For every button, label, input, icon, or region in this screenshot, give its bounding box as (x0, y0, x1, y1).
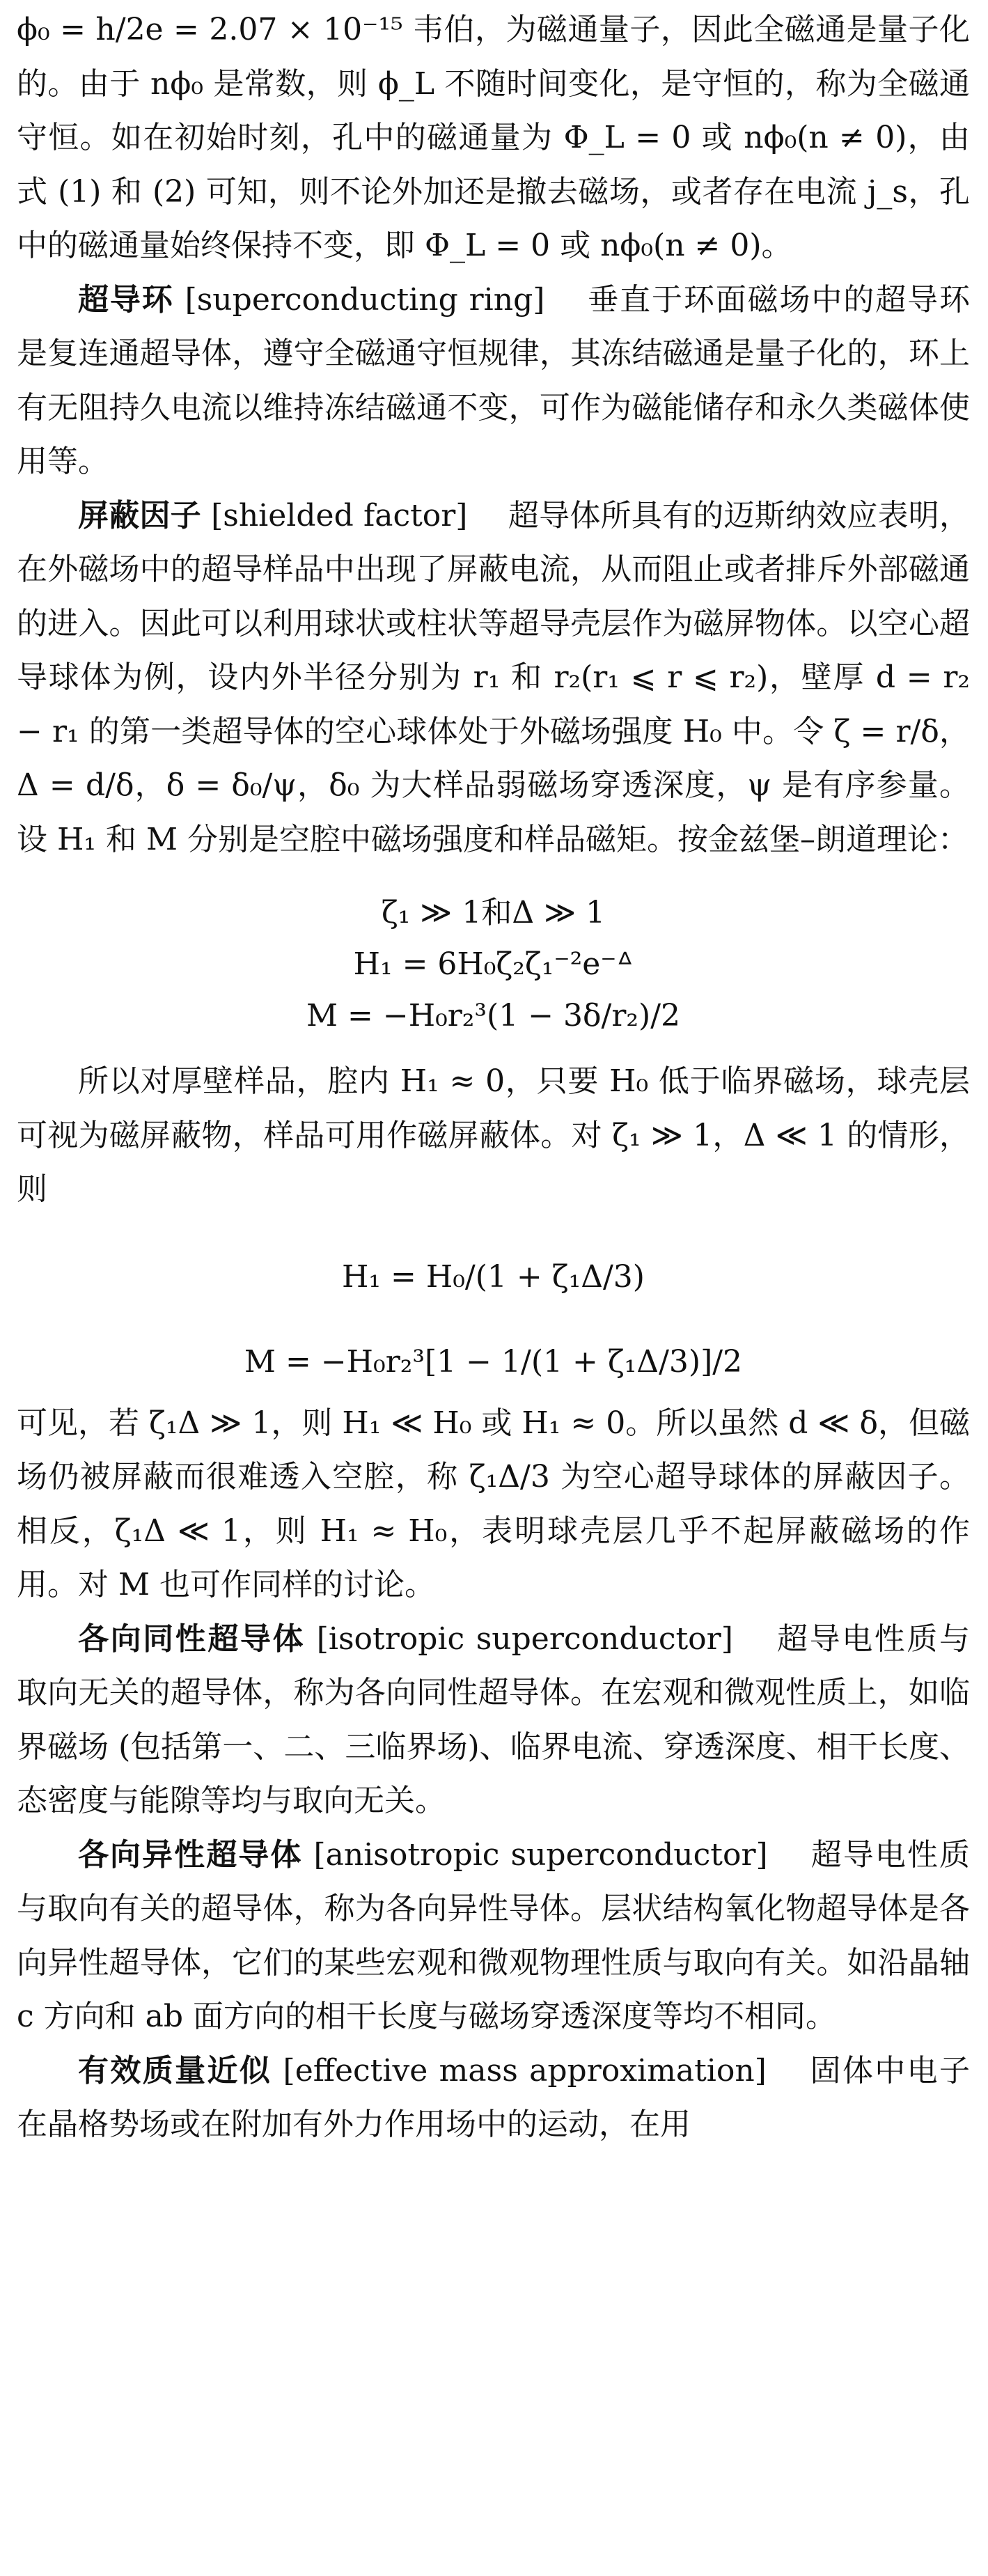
entry-english-term: [effective mass approximation] (272, 2052, 778, 2089)
entry-body: 超导电性质与取向有关的超导体，称为各向异性导体。层状结构氧化物超导体是各向异性超导体，它们的某些宏观和微观物理性质与取向有关。如沿晶轴 c 方向和 ab 面方向的相干长度与磁场穿透深度等均不相同。 (17, 1836, 971, 2034)
entry-body: 固体中电子在晶格势场或在附加有外力作用场中的运动，在用 (17, 2052, 971, 2142)
entry-english-term: [superconducting ring] (173, 281, 556, 318)
entry-effective-mass-approximation (17, 2044, 970, 2152)
entry-english-term: [isotropic superconductor] (305, 1621, 745, 1657)
entry-term: 有效质量近似 (78, 2052, 272, 2089)
equation-m-thin: M = −H₀r₂³[1 − 1/(1 + ζ₁Δ/3)]/2 (244, 1343, 743, 1380)
entry-anisotropic-superconductor (17, 1828, 970, 2044)
entry-term: 各向同性超导体 (78, 1621, 306, 1657)
entry-english-term: [anisotropic superconductor] (302, 1836, 779, 1873)
equation-m-thick: M = −H₀r₂³(1 − 3δ/r₂)/2 (306, 998, 681, 1033)
paragraph-body: 所以对厚壁样品，腔内 H₁ ≈ 0，只要 H₀ 低于临界磁场，球壳层可视为磁屏蔽物，样品可用作磁屏蔽体。对 ζ₁ ≫ 1，Δ ≪ 1 的情形，则 (17, 1063, 970, 1207)
entry-superconducting-ring (17, 273, 970, 489)
paragraph-body: ϕ₀ = h/2e = 2.07 × 10⁻¹⁵ 韦伯，为磁通量子，因此全磁通是量子化的。由于 nϕ₀ 是常数，则 ϕ_L 不随时间变化，是守恒的，称为全磁通守恒。如在初始时刻，孔中的磁通量为 Φ_L = 0 或 nϕ₀(n ≠ 0)，由式 (1) 和 (2) 可知，则不论外加还是撤去磁场，或者存在电流 j_s，孔中的磁通量始终保持不变，即 Φ_L = 0 或 nϕ₀(n ≠ 0)。 (17, 12, 970, 263)
paragraph-thick-wall (17, 1054, 970, 1217)
entry-isotropic-superconductor (17, 1612, 970, 1828)
entry-term: 屏蔽因子 (78, 497, 201, 533)
entry-body: 垂直于环面磁场中的超导环是复连通超导体，遵守全磁通守恒规律，其冻结磁通是量子化的，环上有无阻持久电流以维持冻结磁通不变，可作为磁能储存和永久类磁体使用等。 (17, 281, 971, 479)
paragraph-conclusion (17, 1396, 970, 1612)
entry-shielded-factor (17, 489, 970, 867)
equation-h1-thin: H₁ = H₀/(1 + ζ₁Δ/3) (342, 1258, 645, 1295)
entry-term: 超导环 (78, 281, 174, 318)
equation-h1-thick: H₁ = 6H₀ζ₂ζ₁⁻²e⁻ᐞ (353, 946, 634, 982)
entry-body: 超导电性质与取向无关的超导体，称为各向同性超导体。在宏观和微观性质上，如临界磁场 (包括第一、二、三临界场)、临界电流、穿透深度、相干长度、态密度与能隙等均与取向无关。 (17, 1621, 970, 1818)
entry-body: 超导体所具有的迈斯纳效应表明，在外磁场中的超导样品中出现了屏蔽电流，从而阻止或者排斥外部磁通的进入。因此可以利用球状或柱状等超导壳层作为磁屏物体。以空心超导球体为例，设内外半径分别为 r₁ 和 r₂(r₁ ⩽ r ⩽ r₂)，壁厚 d = r₂ − r₁ 的第一类超导体的空心球体处于外磁场强度 H₀ 中。令 ζ = r/δ，Δ = d/δ，δ = δ₀/ψ，δ₀ 为大样品弱磁场穿透深度，ψ 是有序参量。设 H₁ 和 M 分别是空腔中磁场强度和样品磁矩。按金兹堡–朗道理论： (17, 497, 970, 857)
entry-term: 各向异性超导体 (78, 1836, 303, 1873)
paragraph-body: 可见，若 ζ₁Δ ≫ 1，则 H₁ ≪ H₀ 或 H₁ ≈ 0。所以虽然 d ≪ δ，但磁场仍被屏蔽而很难透入空腔，称 ζ₁Δ/3 为空心超导球体的屏蔽因子。相反，ζ₁Δ ≪ 1，则 H₁ ≈ H₀，表明球壳层几乎不起屏蔽磁场的作用。对 M 也可作同样的讨论。 (17, 1405, 970, 1602)
entry-english-term: [shielded factor] (201, 497, 478, 533)
equation-condition: ζ₁ ≫ 1和Δ ≫ 1 (381, 895, 606, 930)
paragraph-flux-quantization (17, 3, 970, 273)
